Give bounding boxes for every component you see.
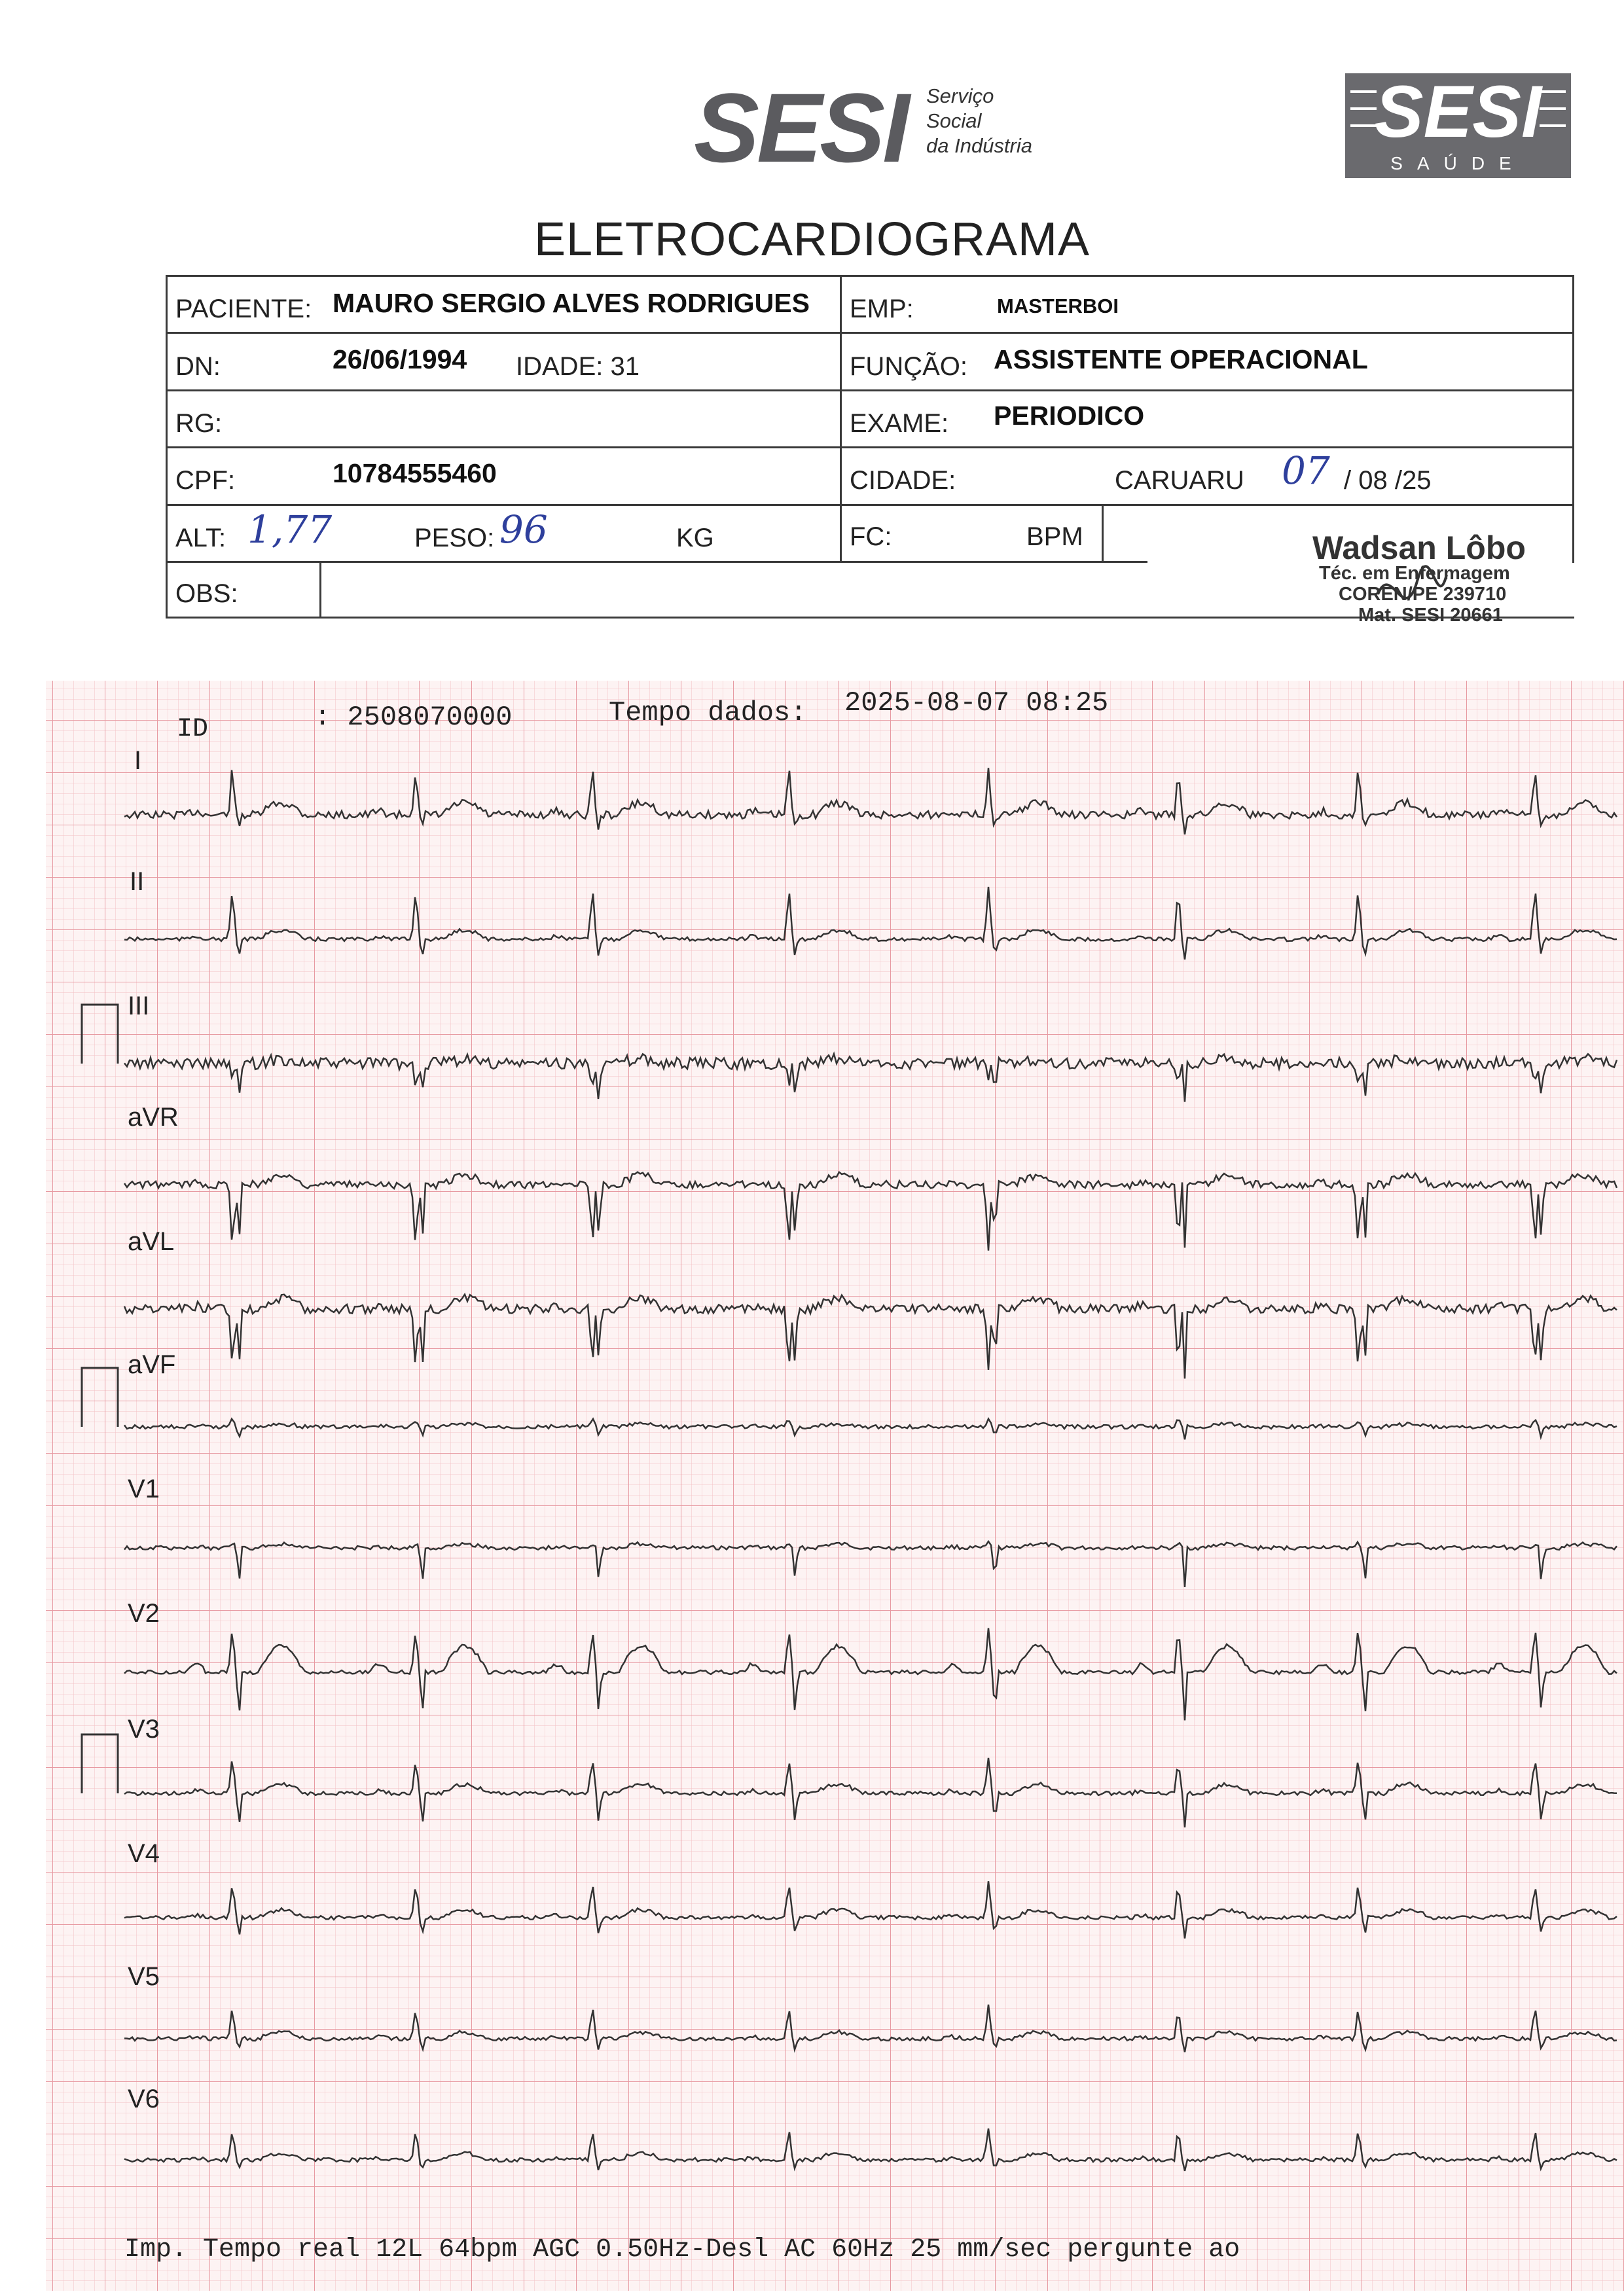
lead-label-aVR: aVR [128,1103,179,1132]
rg-label: RG: [175,409,223,438]
stamp-line2: COREN/PE 239710 [1339,584,1507,605]
lead-label-II: II [130,867,145,896]
ecg-id-value: : 2508070000 [314,702,513,733]
paciente-label: PACIENTE: [175,295,312,323]
ecg-footer: Imp. Tempo real 12L 64bpm AGC 0.50Hz-Desl AC 60Hz 25 mm/sec pergunte ao [124,2235,1240,2265]
ecg-tempo-value: 2025-08-07 08:25 [844,687,1109,719]
stamp-line3: Mat. SESI 20661 [1358,605,1503,626]
document-title: ELETROCARDIOGRAMA [533,213,1091,266]
lead-label-V2: V2 [128,1599,160,1628]
alt-label: ALT: [175,524,226,552]
dn-value: 26/06/1994 [333,344,467,374]
dn-label: DN: [175,352,221,381]
sesi-logo [694,73,1060,183]
cidade-value: CARUARU [1115,466,1244,495]
sesi-logo-tagline: Serviço Social da Indústria [926,84,1032,157]
lead-label-aVF: aVF [128,1350,176,1379]
fc-label: FC: [850,522,892,551]
date-day-handwritten: 07 [1282,448,1330,493]
ecg-strip [0,668,1624,2296]
lead-label-I: I [134,746,142,775]
idade-label: IDADE: 31 [516,352,640,381]
lead-label-V5: V5 [128,1962,160,1991]
lead-label-V1: V1 [128,1475,160,1503]
lead-label-V6: V6 [128,2085,160,2113]
cpf-value: 10784555460 [333,458,497,488]
peso-label: PESO: [414,524,495,552]
exame-label: EXAME: [850,409,949,438]
peso-handwritten: 96 [499,507,548,552]
funcao-label: FUNÇÃO: [850,352,967,381]
kg-label: KG [676,524,714,552]
alt-handwritten: 1,77 [247,507,333,552]
emp-label: EMP: [850,295,914,323]
cpf-label: CPF: [175,466,236,495]
paciente-value: MAURO SERGIO ALVES RODRIGUES [333,288,810,318]
funcao-value: ASSISTENTE OPERACIONAL [994,344,1368,374]
lead-label-V4: V4 [128,1839,160,1868]
sesi-saude-logo-text: SESI [1374,71,1542,152]
signature-scribble [1371,555,1450,634]
obs-label: OBS: [175,579,238,608]
lead-label-III: III [128,992,150,1020]
sesi-saude-logo-subtitle: SAÚDE [1390,153,1526,173]
emp-value: MASTERBOI [997,295,1119,317]
sesi-saude-logo [1345,73,1571,178]
ecg-tempo-label: Tempo dados: [609,697,807,728]
stamp-name: Wadsan Lôbo [1312,529,1526,566]
ecg-id-label: ID [177,715,209,744]
date-rest: / 08 /25 [1344,466,1432,495]
ecg-grid-and-traces [0,668,1624,2296]
stamp-line1: Téc. em Enfermagem [1319,563,1510,584]
bpm-label: BPM [1026,522,1083,551]
exame-value: PERIODICO [994,401,1145,431]
lead-label-aVL: aVL [128,1227,175,1256]
sesi-logo-text: SESI [694,73,907,183]
cidade-label: CIDADE: [850,466,956,495]
lead-label-V3: V3 [128,1715,160,1744]
